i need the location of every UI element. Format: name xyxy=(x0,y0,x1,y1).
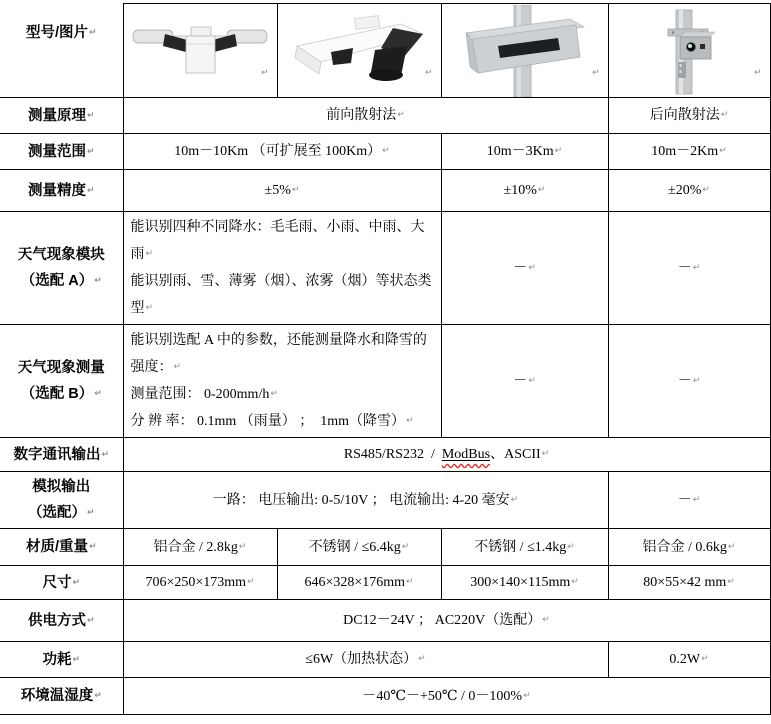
paragraph-mark-icon: ↵ xyxy=(702,185,710,195)
row-label-consumption: 功耗↵ xyxy=(0,642,123,678)
row-environment xyxy=(0,678,770,715)
paragraph-mark-icon: ↵ xyxy=(541,449,550,459)
paragraph-mark-icon: ↵ xyxy=(406,577,414,587)
cell-accuracy-col12: ±5%↵ xyxy=(123,170,441,212)
row-label-power: 供电方式↵ xyxy=(0,600,123,642)
cell-material-col3: 不锈钢 / ≤1.4kg↵ xyxy=(441,529,608,566)
cell-principle-backward: 后向散射法↵ xyxy=(608,98,770,134)
paragraph-mark-icon: ↵ xyxy=(397,110,405,120)
paragraph-mark-icon: ↵ xyxy=(238,541,247,552)
cell-weather-b-col4: －↵ xyxy=(608,325,770,438)
cell-accuracy-col3: ±10%↵ xyxy=(441,170,608,212)
photo-cell-4 xyxy=(608,4,770,98)
paragraph-mark-icon: ↵ xyxy=(701,654,709,664)
row-size xyxy=(0,566,770,600)
paragraph-mark-icon: ↵ xyxy=(94,691,102,701)
row-weather-a xyxy=(0,212,770,325)
cell-size-col2: 646×328×176mm↵ xyxy=(277,566,441,600)
row-label-text: 型号/图片 xyxy=(25,24,88,41)
paragraph-mark-icon: ↵ xyxy=(523,690,531,701)
cell-range-col3: 10m－3Km↵ xyxy=(441,134,608,170)
cell-environment-all: －40℃－+50℃ / 0－100%↵ xyxy=(123,678,770,715)
cell-weather-b-col3: －↵ xyxy=(441,325,608,438)
backscatter-enclosure-on-pole-photo xyxy=(442,5,607,97)
photo-cell-2 xyxy=(277,4,441,98)
paragraph-mark-icon: ↵ xyxy=(692,375,701,386)
cell-size-col3: 300×140×115mm↵ xyxy=(441,566,608,600)
row-label-weather-b: 天气现象测量 （选配 B）↵ xyxy=(0,325,123,438)
paragraph-mark-icon: ↵ xyxy=(173,362,182,372)
mini-sensor-on-pole-photo xyxy=(614,6,764,96)
paragraph-mark-icon: ↵ xyxy=(72,577,81,588)
paragraph-mark-icon: ↵ xyxy=(86,615,95,626)
paragraph-mark-icon: ↵ xyxy=(753,68,762,78)
spellcheck-underline xyxy=(442,447,490,462)
paragraph-mark-icon: ↵ xyxy=(291,185,300,195)
row-digital xyxy=(0,438,770,472)
cell-weather-a-col3: －↵ xyxy=(441,212,608,325)
paragraph-mark-icon: ↵ xyxy=(86,146,95,157)
paragraph-mark-icon: ↵ xyxy=(94,389,102,399)
paragraph-mark-icon: ↵ xyxy=(692,494,701,505)
row-consumption xyxy=(0,642,770,678)
row-label-model xyxy=(0,4,123,98)
row-label-environment: 环境温湿度↵ xyxy=(0,678,123,715)
row-label-digital: 数字通讯输出↵ xyxy=(0,438,123,472)
row-label-analog: 模拟输出 （选配）↵ xyxy=(0,472,123,529)
paragraph-mark-icon: ↵ xyxy=(382,146,390,156)
paragraph-mark-icon: ↵ xyxy=(567,541,575,552)
forward-scatter-angled-sensor-photo xyxy=(279,6,439,96)
cell-digital-all: RS485/RS232 / ModBus、ASCII↵ xyxy=(123,438,770,472)
paragraph-mark-icon: ↵ xyxy=(424,68,433,78)
forward-scatter-crossarm-sensor-photo xyxy=(125,6,275,96)
row-label-range: 测量范围↵ xyxy=(0,134,123,170)
row-label-size: 尺寸↵ xyxy=(0,566,123,600)
paragraph-mark-icon: ↵ xyxy=(719,146,727,156)
row-label-accuracy: 测量精度↵ xyxy=(0,170,123,212)
paragraph-mark-icon: ↵ xyxy=(418,654,426,664)
row-material xyxy=(0,529,770,566)
paragraph-mark-icon: ↵ xyxy=(86,185,95,196)
paragraph-mark-icon: ↵ xyxy=(692,262,701,273)
photo-cell-1 xyxy=(123,4,277,98)
paragraph-mark-icon: ↵ xyxy=(554,146,563,156)
cell-weather-b-col12: 能识别选配 A 中的参数，还能测量降水和降雪的强度：↵ 测量范围： 0-200mm/h↵ 分 辨 率： 0.1mm （雨量） ； 1mm（降雪）↵ xyxy=(123,325,441,438)
paragraph-mark-icon: ↵ xyxy=(537,185,546,195)
row-label-material: 材质/重量↵ xyxy=(0,529,123,566)
cell-size-col4: 80×55×42 mm↵ xyxy=(608,566,770,600)
cell-analog-col4: －↵ xyxy=(608,472,770,529)
paragraph-mark-icon: ↵ xyxy=(86,508,95,518)
paragraph-mark-icon: ↵ xyxy=(542,615,550,625)
paragraph-mark-icon: ↵ xyxy=(72,654,81,665)
spec-table xyxy=(0,3,771,715)
paragraph-mark-icon: ↵ xyxy=(528,375,536,386)
cell-range-col12: 10m－10Km （可扩展至 100Km）↵ xyxy=(123,134,441,170)
paragraph-mark-icon: ↵ xyxy=(94,276,102,286)
paragraph-mark-icon: ↵ xyxy=(571,577,579,587)
paragraph-mark-icon: ↵ xyxy=(510,494,519,505)
paragraph-mark-icon: ↵ xyxy=(720,110,729,120)
paragraph-mark-icon: ↵ xyxy=(260,68,269,78)
cell-material-col2: 不锈钢 / ≤6.4kg↵ xyxy=(277,529,441,566)
cell-consumption-col4: 0.2W↵ xyxy=(608,642,770,678)
cell-material-col1: 铝合金 / 2.8kg↵ xyxy=(123,529,277,566)
paragraph-mark-icon: ↵ xyxy=(145,303,154,313)
cell-size-col1: 706×250×173mm↵ xyxy=(123,566,277,600)
paragraph-mark-icon: ↵ xyxy=(88,542,97,552)
cell-consumption-col123: ≤6W（加热状态）↵ xyxy=(123,642,608,678)
paragraph-mark-icon: ↵ xyxy=(101,449,110,460)
paragraph-mark-icon: ↵ xyxy=(727,577,735,587)
row-model xyxy=(0,4,770,98)
paragraph-mark-icon: ↵ xyxy=(727,541,736,552)
row-accuracy xyxy=(0,170,770,212)
photo-cell-3 xyxy=(441,4,608,98)
paragraph-mark-icon: ↵ xyxy=(88,27,97,38)
row-principle xyxy=(0,98,770,134)
paragraph-mark-icon: ↵ xyxy=(86,110,95,121)
cell-principle-forward: 前向散射法↵ xyxy=(123,98,608,134)
row-power xyxy=(0,600,770,642)
cell-weather-a-col4: －↵ xyxy=(608,212,770,325)
cell-weather-a-col12: 能识别四种不同降水：毛毛雨、小雨、中雨、大雨↵ 能识别雨、雪、薄雾（烟）、浓雾（烟）等状态类型↵ xyxy=(123,212,441,325)
paragraph-mark-icon: ↵ xyxy=(591,68,600,78)
paragraph-mark-icon: ↵ xyxy=(270,389,278,399)
cell-accuracy-col4: ±20%↵ xyxy=(608,170,770,212)
row-label-weather-a: 天气现象模块 （选配 A）↵ xyxy=(0,212,123,325)
modbus-text: ModBus xyxy=(441,447,491,462)
row-analog xyxy=(0,472,770,529)
paragraph-mark-icon: ↵ xyxy=(406,416,414,426)
row-range xyxy=(0,134,770,170)
cell-material-col4: 铝合金 / 0.6kg↵ xyxy=(608,529,770,566)
paragraph-mark-icon: ↵ xyxy=(145,249,154,259)
cell-power-all: DC12－24V ； AC220V（选配）↵ xyxy=(123,600,770,642)
cell-analog-col123: 一路： 电压输出: 0-5/10V ； 电流输出: 4-20 毫安↵ xyxy=(123,472,608,529)
cell-range-col4: 10m－2Km↵ xyxy=(608,134,770,170)
paragraph-mark-icon: ↵ xyxy=(401,541,410,552)
paragraph-mark-icon: ↵ xyxy=(528,262,536,273)
paragraph-mark-icon: ↵ xyxy=(247,577,255,587)
row-weather-b xyxy=(0,325,770,438)
row-label-principle: 测量原理↵ xyxy=(0,98,123,134)
